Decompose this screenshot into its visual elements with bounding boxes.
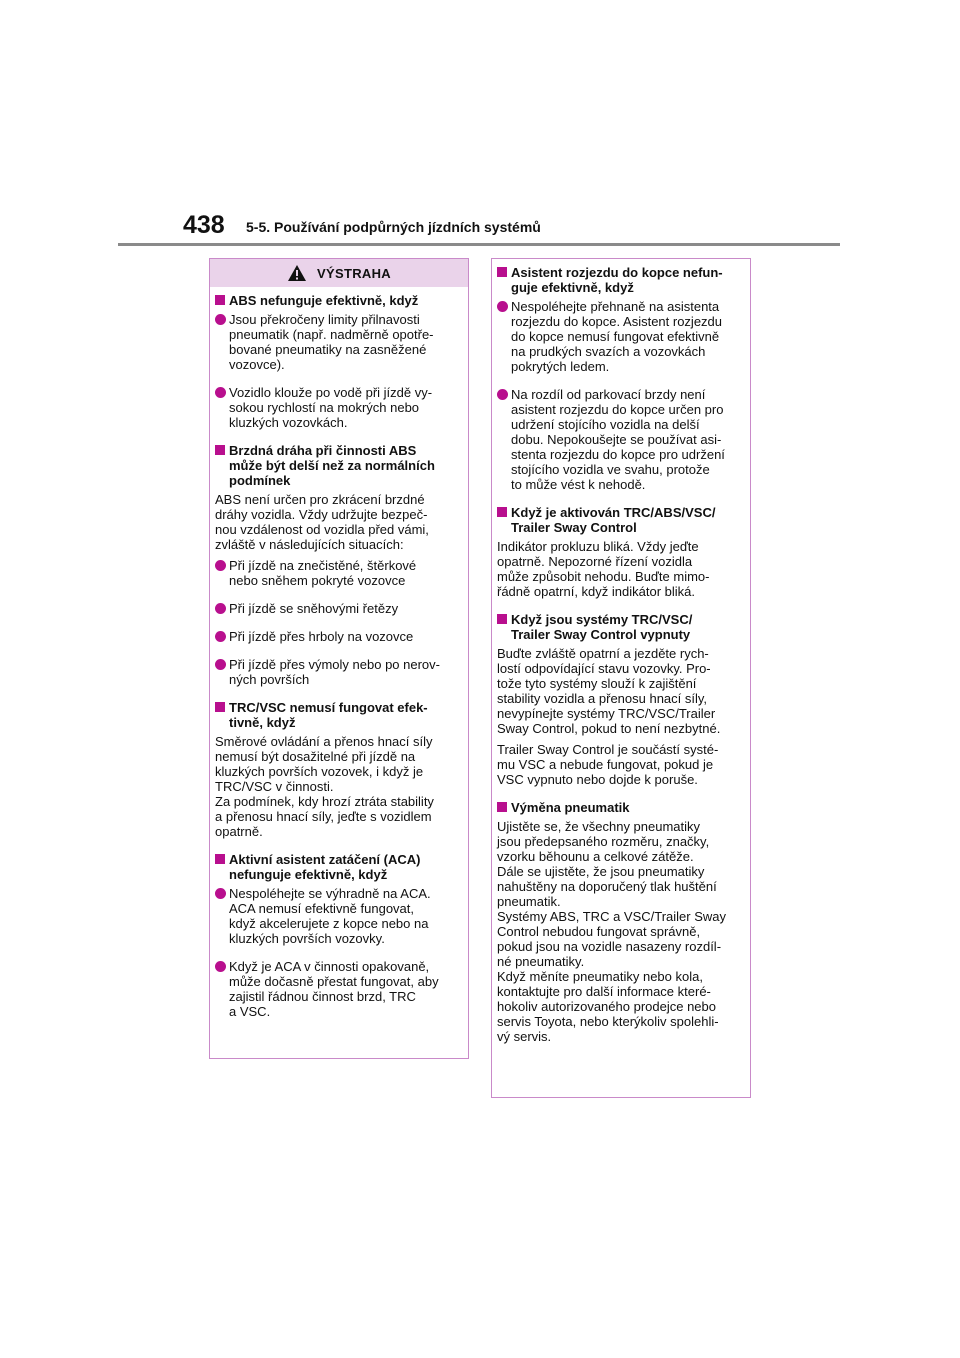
bullet-potholes: Při jízdě přes výmoly nebo po nerov- ných površích (215, 657, 463, 687)
heading-trc-vsc: TRC/VSC nemusí fungovat efek- tivně, když (215, 700, 463, 730)
bullet-hill-start-reliance: Nespoléhejte přehnaně na asistenta rozjezdu do kopce. Asistent rozjezdu do kopce nemusí fungovat efektivně na prudkých svazích a vozovkách pokrytých ledem. (497, 299, 745, 374)
heading-abs-ineffective: ABS nefunguje efektivně, když (215, 293, 463, 308)
square-bullet-icon (497, 267, 507, 277)
bullet-aca-repeated: Když je ACA v činnosti opakovaně, může dočasně přestat fungovat, aby zajistil řádnou činnost brzd, TRC a VSC. (215, 959, 463, 1019)
round-bullet-icon (215, 659, 226, 670)
round-bullet-icon (215, 631, 226, 642)
bullet-snow-chains: Při jízdě se sněhovými řetězy (215, 601, 463, 616)
paragraph-abs-distance: ABS není určen pro zkrácení brzdné dráhy vozidla. Vždy udržujte bezpeč- nou vzdálenost od vozidla před vámi, zvláště v následujících situacích: (215, 492, 429, 552)
bullet-gravel-snow: Při jízdě na znečistěné, štěrkové nebo sněhem pokryté vozovce (215, 558, 463, 588)
section-title: 5-5. Používání podpůrných jízdních systémů (246, 219, 541, 235)
page-header (0, 0, 960, 250)
warning-triangle-icon (287, 264, 307, 282)
square-bullet-icon (215, 702, 225, 712)
round-bullet-icon (215, 387, 226, 398)
bullet-bumps: Při jízdě přes hrboly na vozovce (215, 629, 463, 644)
round-bullet-icon (215, 560, 226, 571)
heading-systems-off: Když jsou systémy TRC/VSC/ Trailer Sway Control vypnuty (497, 612, 745, 642)
round-bullet-icon (215, 961, 226, 972)
round-bullet-icon (497, 301, 508, 312)
header-rule (118, 243, 840, 246)
heading-aca: Aktivní asistent zatáčení (ACA) nefunguje efektivně, když (215, 852, 463, 882)
round-bullet-icon (497, 389, 508, 400)
warning-content-left (210, 287, 468, 1019)
paragraph-systems-off: Buďte zvláště opatrní a jezděte rych- lostí odpovídající stavu vozovky. Pro- tože tyto systémy slouží k zajištění stability vozidla a přenosu hnací síly, nevypínejte systémy TRC/VSC/Trailer Sway Control, pokud to není nezbytné. (497, 646, 721, 736)
square-bullet-icon (497, 614, 507, 624)
round-bullet-icon (215, 888, 226, 899)
heading-tire-replacement: Výměna pneumatik (497, 800, 745, 815)
paragraph-trc-vsc: Směrové ovládání a přenos hnací síly nemusí být dosažitelné při jízdě na kluzkých površích vozovek, i když je TRC/VSC v činnosti. Za podmínek, kdy hrozí ztráta stability a přenosu hnací síly, jeďte s vozidlem opatrně. (215, 734, 434, 839)
square-bullet-icon (497, 507, 507, 517)
round-bullet-icon (215, 603, 226, 614)
bullet-aca-reliance: Nespoléhejte se výhradně na ACA. ACA nemusí efektivně fungovat, když akcelerujete z kopce nebo na kluzkých površích vozovky. (215, 886, 463, 946)
warning-header (210, 259, 468, 287)
warning-box-continued (491, 258, 751, 1098)
heading-trc-activated: Když je aktivován TRC/ABS/VSC/ Trailer Sway Control (497, 505, 745, 535)
warning-content-right (492, 259, 750, 1044)
warning-box (209, 258, 469, 1059)
square-bullet-icon (215, 295, 225, 305)
page-number: 438 (183, 211, 225, 239)
square-bullet-icon (215, 445, 225, 455)
heading-hill-start: Asistent rozjezdu do kopce nefun- guje efektivně, když (497, 265, 745, 295)
paragraph-tire-replacement: Ujistěte se, že všechny pneumatiky jsou předepsaného rozměru, značky, vzorku běhounu a celkové zátěže. Dále se ujistěte, že jsou pneumatiky nahuštěny na doporučený tlak huštění pneumatik. Systémy ABS, TRC a VSC/Trailer Sway Control nebudou fungovat správně, pokud jsou na vozidle nasazeny rozdíl- né pneumatiky. Když měníte pneumatiky nebo kola, kontaktujte pro další informace které- hokoliv autorizovaného prodejce nebo servis Toyota, nebo kterýkoliv spolehli- vý servis. (497, 819, 727, 1044)
bullet-hill-start-parking: Na rozdíl od parkovací brzdy není asistent rozjezdu do kopce určen pro udržení stojícího vozidla na delší dobu. Nepokoušejte se používat asi- stenta rozjezdu do kopce pro udržení stojícího vozidla ve svahu, protože to může vést k nehodě. (497, 387, 745, 492)
round-bullet-icon (215, 314, 226, 325)
bullet-traction-limits: Jsou překročeny limity přilnavosti pneumatik (např. nadměrně opotře- bované pneumatiky na zasněžené vozovce). (215, 312, 463, 372)
heading-braking-distance: Brzdná dráha při činnosti ABS může být delší než za normálních podmínek (215, 443, 463, 488)
bullet-hydroplaning: Vozidlo klouže po vodě při jízdě vy- sokou rychlostí na mokrých nebo kluzkých vozovkách. (215, 385, 463, 430)
paragraph-trailer-sway: Trailer Sway Control je součástí systé- mu VSC a nebude fungovat, pokud je VSC vypnuto nebo dojde k poruše. (497, 742, 719, 787)
square-bullet-icon (497, 802, 507, 812)
square-bullet-icon (215, 854, 225, 864)
paragraph-slip-indicator: Indikátor prokluzu bliká. Vždy jeďte opatrně. Nepozorné řízení vozidla může způsobit nehodu. Buďte mimo- řádně opatrní, když indikátor bliká. (497, 539, 710, 599)
warning-title: VÝSTRAHA (317, 265, 391, 281)
